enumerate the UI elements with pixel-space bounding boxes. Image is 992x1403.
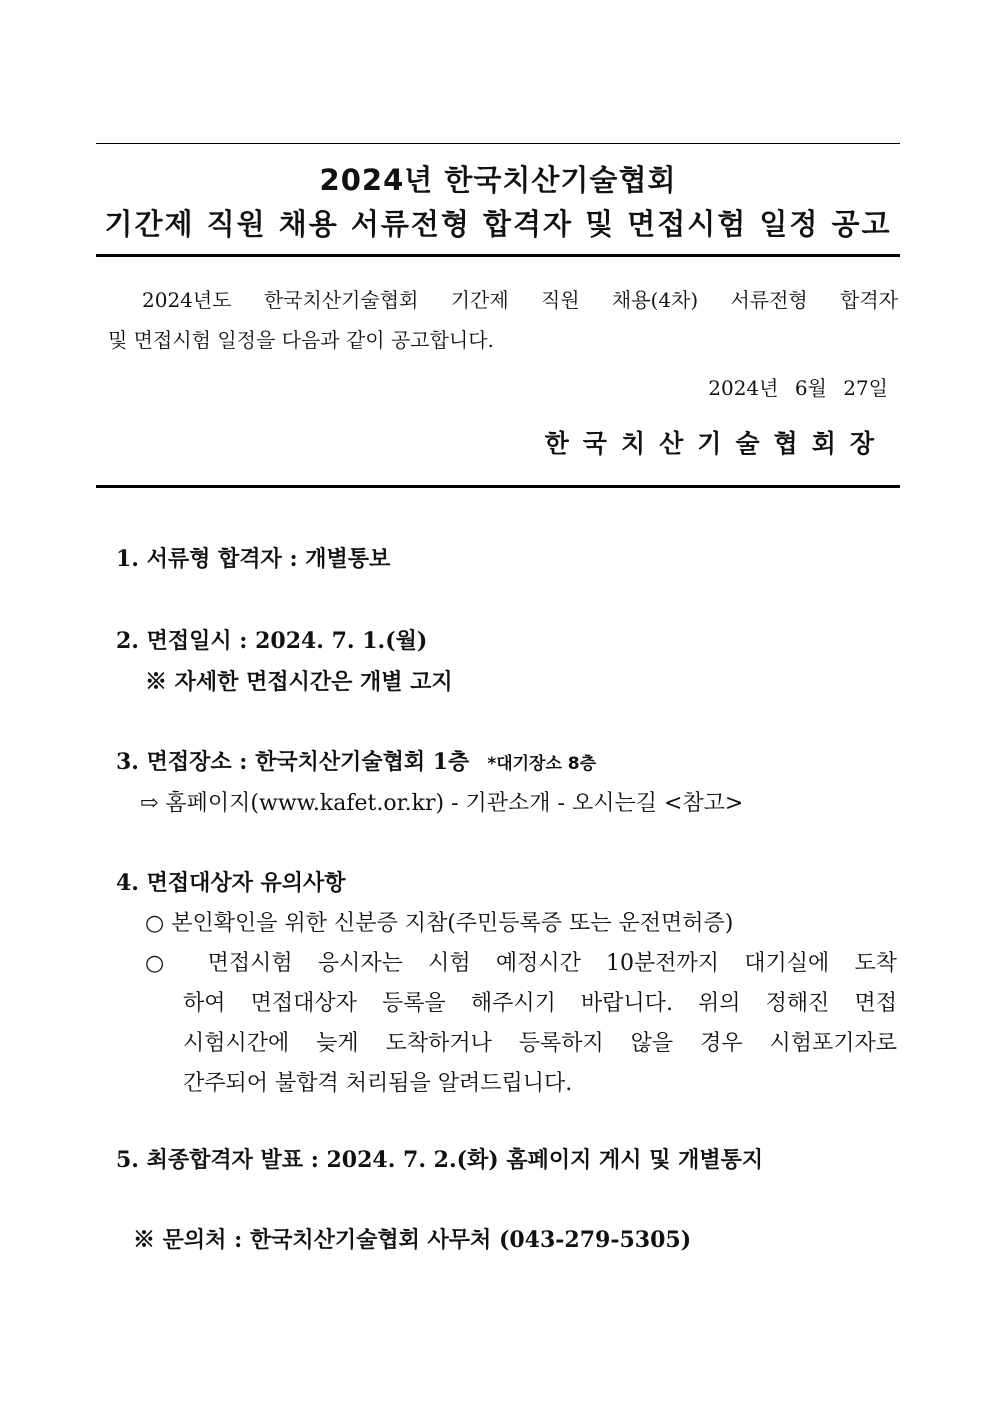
contact-info: ※ 문의처 : 한국치산기술협회 사무처 (043-279-5305) [133,1227,692,1253]
section-4: 4. 면접대상자 유의사항 [116,870,346,896]
announcement-date: 2024년 6월 27일 [708,376,888,400]
intro-paragraph [108,280,898,360]
header-bottom-rule [96,485,900,488]
section-3 [116,745,900,776]
waiting-room-note: *대기장소 8층 [487,754,597,774]
page-title-line1: 2024년 한국치산기술협회 [319,163,677,197]
section-4-bullet-2-line4: 간주되어 불합격 처리됨을 알려드립니다. [183,1071,573,1096]
section-4-bullet-2-line1: ○ 면접시험 응시자는 시험 예정시간 10분전까지 대기실에 도착 [145,951,897,976]
section-1: 1. 서류형 합격자 : 개별통보 [116,546,391,572]
section-3-text: 3. 면접장소 : 한국치산기술협회 1층 [116,749,470,775]
title-bottom-rule [96,254,900,257]
section-4-bullet-1: ○ 본인확인을 위한 신분증 지참(주민등록증 또는 운전면허증) [145,911,734,936]
section-2: 2. 면접일시 : 2024. 7. 1.(월) [116,628,428,654]
top-rule [96,143,900,144]
section-2-note: ※ 자세한 면접시간은 개별 고지 [145,669,453,695]
section-3-link: ⇨ 홈페이지(www.kafet.or.kr) - 기관소개 - 오시는길 <참고> [140,791,744,816]
intro-line2: 및 면접시험 일정을 다음과 같이 공고합니다. [108,328,494,352]
signer-name: 한국치산기술협회장 [544,429,888,458]
section-5: 5. 최종합격자 발표 : 2024. 7. 2.(화) 홈페이지 게시 및 개별통지 [116,1147,764,1173]
page-title-line2: 기간제 직원 채용 서류전형 합격자 및 면접시험 일정 공고 [104,207,892,241]
intro-line1: 2024년도 한국치산기술협회 기간제 직원 채용(4차) 서류전형 합격자 [142,288,898,312]
section-4-bullet-2-line2: 하여 면접대상자 등록을 해주시기 바랍니다. 위의 정해진 면접 [183,991,897,1016]
section-4-bullet-2-line3: 시험시간에 늦게 도착하거나 등록하지 않을 경우 시험포기자로 [183,1031,897,1056]
